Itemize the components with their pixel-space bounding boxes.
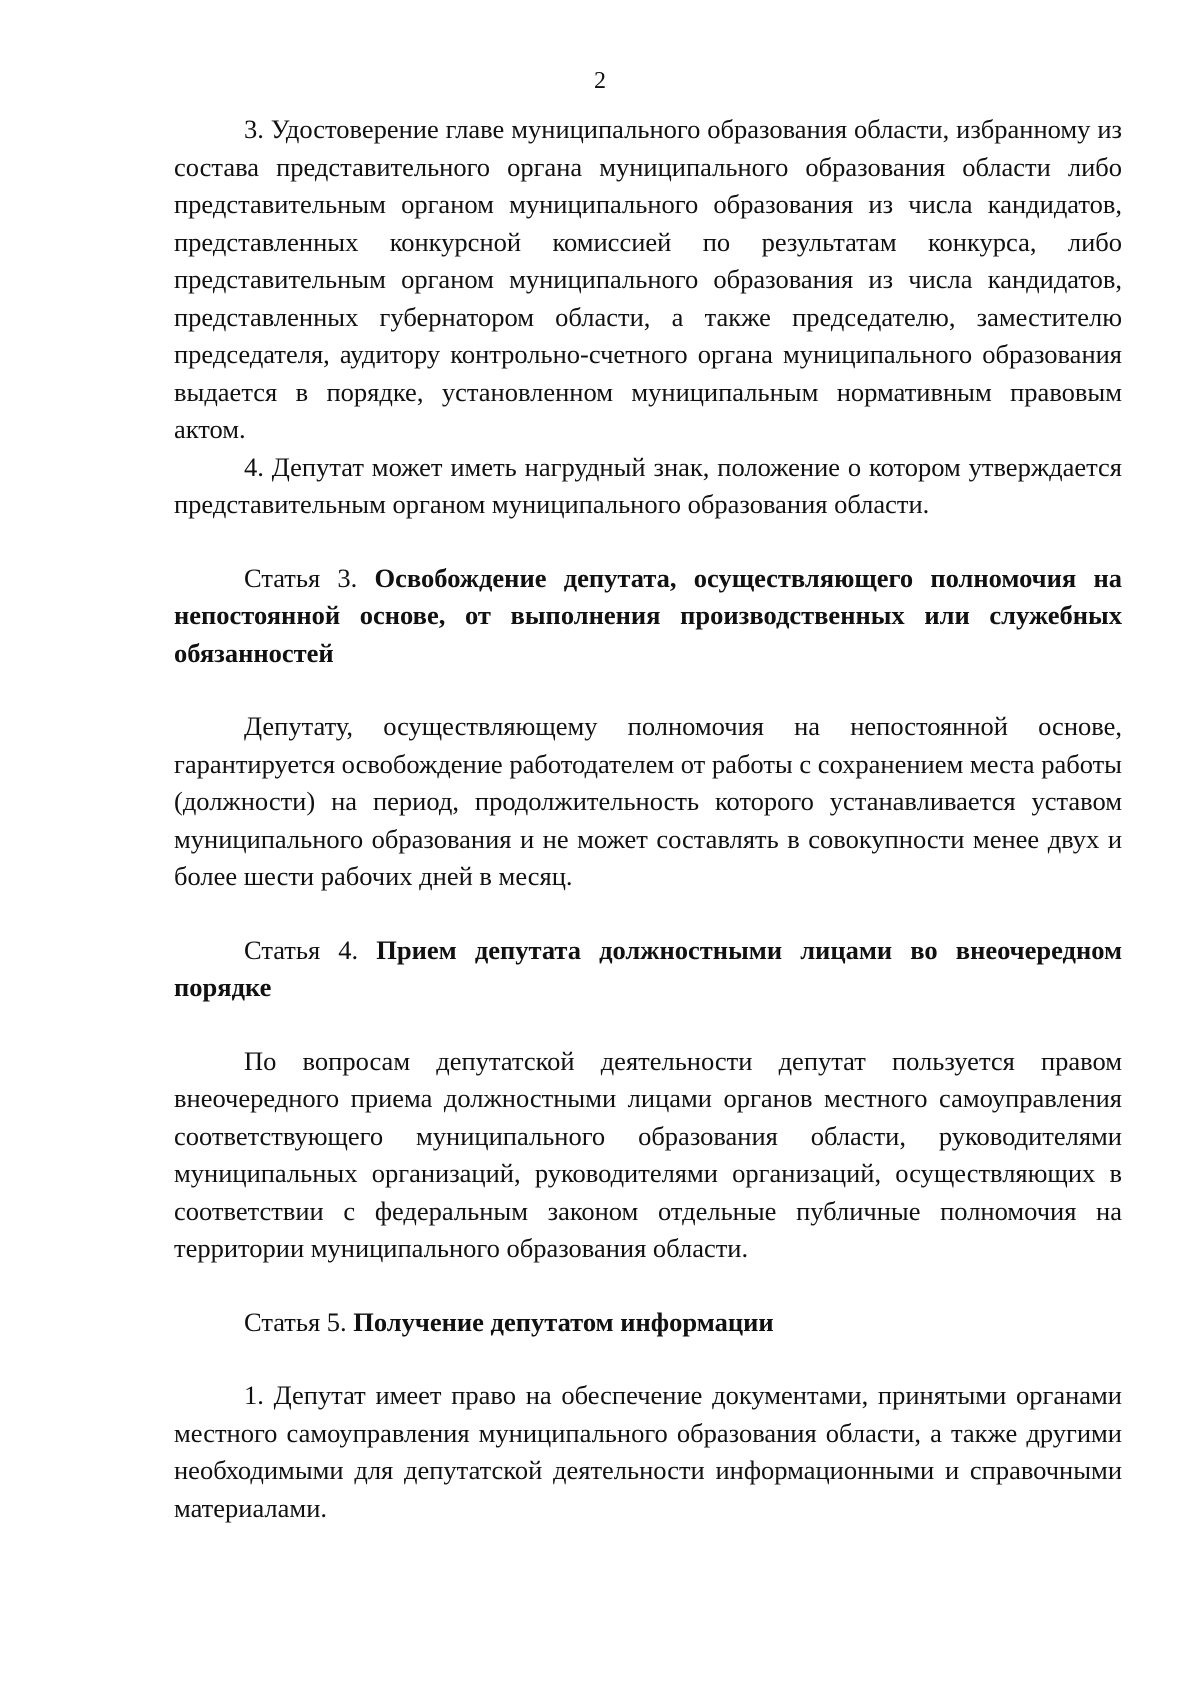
article-4-heading — [174, 932, 1122, 1007]
document-content — [174, 111, 1122, 1527]
article-4-label: Статья 4. — [244, 934, 359, 965]
article-3-heading — [174, 560, 1122, 673]
article-5-body: 1. Депутат имеет право на обеспечение документами, принятыми органами местного самоуправления муниципального образования области, а также другими необходимыми для депутатской деятельности информационными и справочными материалами. — [174, 1380, 1122, 1523]
article-4-title: Прием депутата должностными лицами во внеочередном порядке — [174, 934, 1123, 1002]
article-5-title: Получение депутатом информации — [353, 1306, 774, 1337]
page-number: 2 — [594, 68, 606, 94]
article-4-body: По вопросам депутатской деятельности депутат пользуется правом внеочередного приема должностными лицами органов местного самоуправления соответствующего муниципального образования области, руководителями муниципальных организаций, руководителями организаций, осуществляющих в соответствии с федеральным законом отдельные публичные полномочия на территории муниципального образования области. — [174, 1045, 1122, 1263]
article-5-heading — [174, 1304, 1122, 1342]
article-5-label: Статья 5. — [244, 1306, 347, 1337]
article-3-title: Освобождение депутата, осуществляющего полномочия на непостоянной основе, от выполнения производственных или служебных обязанностей — [174, 562, 1122, 668]
article-3-body: Депутату, осуществляющему полномочия на непостоянной основе, гарантируется освобождение работодателем от работы с сохранением места работы (должности) на период, продолжительность которого устанавливается уставом муниципального образования и не может составлять в совокупности менее двух и более шести рабочих дней в месяц. — [174, 711, 1122, 891]
paragraph-certificate: 3. Удостоверение главе муниципального образования области, избранному из состава представительного органа муниципального образования области либо представительным органом муниципального образования из числа кандидатов, представленных конкурсной комиссией по результатам конкурса, либо представительным органом муниципального образования из числа кандидатов, представленных губернатором области, а также председателю, заместителю председателя, аудитору контрольно-счетного органа муниципального образования выдается в порядке, установленном муниципальным нормативным правовым актом. — [174, 114, 1122, 444]
article-3-label: Статья 3. — [244, 562, 358, 593]
paragraph-badge: 4. Депутат может иметь нагрудный знак, положение о котором утверждается представительным органом муниципального образования области. — [174, 451, 1122, 519]
